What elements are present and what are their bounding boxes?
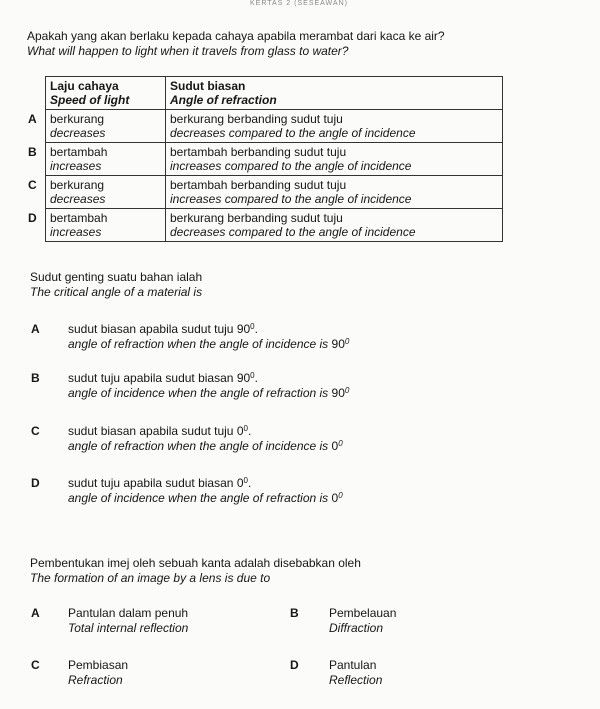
table-header-row (27, 77, 503, 110)
option-letter: B (27, 143, 46, 176)
speed-cell: bertambah increases (46, 209, 166, 242)
angle-cell: bertambah berbanding sudut tuju increases compared to the angle of incidence (166, 176, 503, 209)
speed-cell: bertambah increases (46, 143, 166, 176)
table-row-b[interactable] (27, 143, 503, 176)
option-letter: C (31, 658, 40, 672)
angle-cell: berkurang berbanding sudut tuju decreases compared to the angle of incidence (166, 209, 503, 242)
question-1-answer-table (27, 76, 503, 242)
option-letter: D (290, 658, 299, 672)
option-letter: A (27, 110, 46, 143)
table-row-d[interactable] (27, 209, 503, 242)
question-2-prompt-en: The critical angle of a material is (30, 285, 203, 299)
option-letter: B (290, 606, 299, 620)
option-letter: A (31, 606, 40, 620)
speed-cell: berkurang decreases (46, 110, 166, 143)
question-3-prompt-ms: Pembentukan imej oleh sebuah kanta adalah disebabkan oleh (30, 556, 361, 570)
question-1-prompt-en: What will happen to light when it travels from glass to water? (27, 44, 349, 58)
option-letter: A (31, 322, 40, 336)
angle-cell: berkurang berbanding sudut tuju decreases compared to the angle of incidence (166, 110, 503, 143)
option-letter: B (31, 371, 40, 385)
question-1-prompt-ms: Apakah yang akan berlaku kepada cahaya apabila merambat dari kaca ke air? (27, 29, 445, 43)
table-row-a[interactable] (27, 110, 503, 143)
question-2-prompt-ms: Sudut genting suatu bahan ialah (30, 270, 203, 284)
option-letter: C (27, 176, 46, 209)
header-angle-of-refraction: Sudut biasan Angle of refraction (166, 77, 503, 110)
option-letter: D (31, 476, 40, 490)
header-speed-of-light: Laju cahaya Speed of light (46, 77, 166, 110)
speed-cell: berkurang decreases (46, 176, 166, 209)
option-letter: D (27, 209, 46, 242)
table-row-c[interactable] (27, 176, 503, 209)
question-1 (27, 29, 587, 59)
option-letter: C (31, 424, 40, 438)
cut-off-header: KERTAS 2 (SESEAWAN) (250, 0, 348, 7)
angle-cell: bertambah berbanding sudut tuju increases compared to the angle of incidence (166, 143, 503, 176)
question-3-prompt-en: The formation of an image by a lens is due to (30, 571, 271, 585)
